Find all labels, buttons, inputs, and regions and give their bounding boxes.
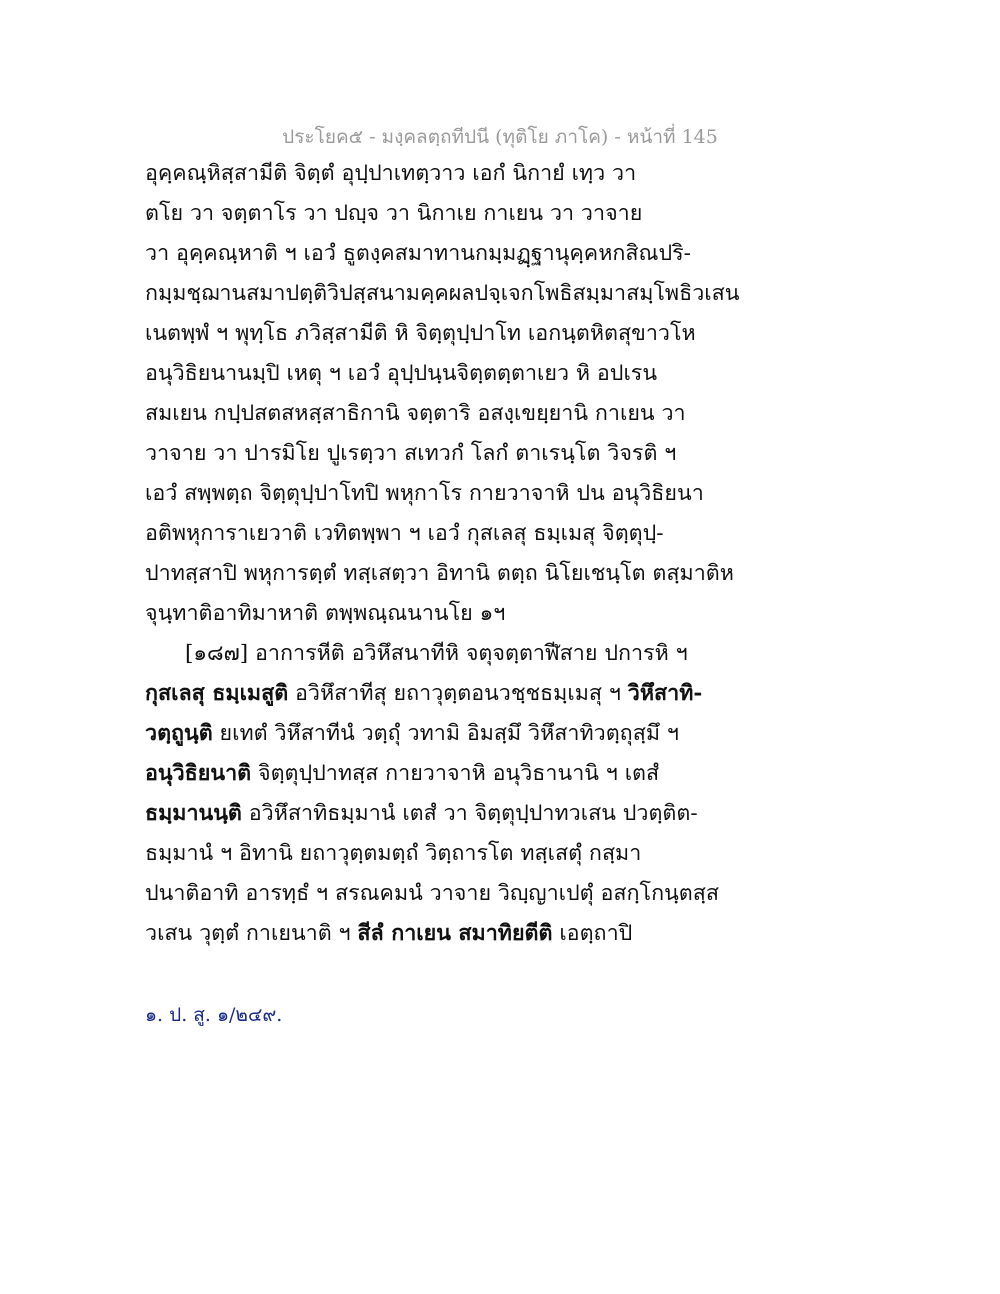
line-segment: เอตฺถาปิ	[552, 921, 633, 946]
footnote	[145, 1000, 282, 1030]
text-line	[145, 398, 865, 438]
text-line	[145, 158, 865, 198]
text-line	[145, 918, 865, 958]
text-line	[145, 278, 865, 318]
bold-term: วิหึสาทิ-	[627, 681, 703, 706]
line-segment: วา อุคฺคณฺหาติ ฯ เอวํ ธูตงฺคสมาทานกมฺมฏฺฐานุคฺคหกสิณปริ-	[145, 241, 691, 266]
text-line	[145, 798, 865, 838]
text-line	[145, 558, 865, 598]
text-line	[145, 598, 865, 638]
line-segment: ธมฺมานํ ฯ อิทานิ ยถาวุตฺตมตฺถํ วิตฺถารโต ทสฺเสตุํ กสฺมา	[145, 841, 642, 866]
bold-term: อนุวิธิยนาติ	[145, 761, 252, 786]
text-line	[145, 758, 865, 798]
text-line	[145, 678, 865, 718]
bold-term: วตฺถูนฺติ	[145, 721, 213, 746]
line-segment: อุคฺคณฺหิสฺสามีติ จิตฺตํ อุปฺปาเทตฺวาว เอกํ นิกายํ เทฺว วา	[145, 161, 637, 186]
line-segment: จิตฺตุปฺปาทสฺส กายวาจาหิ อนุวิธานานิ ฯ เตสํ	[251, 761, 660, 786]
text-line	[145, 238, 865, 278]
body-text	[145, 158, 865, 958]
line-segment: วาจาย วา ปารมิโย ปูเรตฺวา สเทวกํ โลกํ ตาเรนฺโต วิจรติ ฯ	[145, 441, 677, 466]
text-line	[145, 518, 865, 558]
text-line	[145, 438, 865, 478]
line-segment: ตโย วา จตฺตาโร วา ปญฺจ วา นิกาเย กาเยน วา วาจาย	[145, 201, 643, 226]
text-line	[145, 358, 865, 398]
text-line	[145, 318, 865, 358]
line-segment: วเสน วุตฺตํ กาเยนาติ ฯ	[145, 921, 358, 946]
line-segment: อวิหึสาทีสุ ยถาวุตฺตอนวชฺชธมฺเมสุ ฯ	[288, 681, 628, 706]
line-segment: กมฺมชฺฌานสมาปตฺติวิปสฺสนามคฺคผลปจฺเจกโพธิสมฺมาสมฺโพธิวเสน	[145, 281, 740, 306]
text-line	[145, 878, 865, 918]
text-line	[145, 838, 865, 878]
line-segment: อนุวิธิยนานมฺปิ เหตุ ฯ เอวํ อุปฺปนฺนจิตฺตตฺตาเยว หิ อปเรน	[145, 361, 658, 386]
page-header	[0, 122, 1000, 152]
line-segment: ปนาติอาทิ อารทฺธํ ฯ สรณคมนํ วาจาย วิญฺญาเปตุํ อสกฺโกนฺตสฺส	[145, 881, 719, 906]
text-line	[145, 478, 865, 518]
line-segment: อวิหึสาทิธมฺมานํ เตสํ วา จิตฺตุปฺปาทวเสน ปวตฺติต-	[241, 801, 698, 826]
line-segment: เอวํ สพฺพตฺถ จิตฺตุปฺปาโทปิ พหุกาโร กายวาจาหิ ปน อนุวิธิยนา	[145, 481, 704, 506]
line-segment: [๑๘๗] อาการหีติ อวิหึสนาทีหิ จตุจตฺตาฬีสาย ปการหิ ฯ	[185, 641, 688, 666]
text-line	[145, 198, 865, 238]
line-segment: ยเทตํ วิหึสาทีนํ วตฺถุํ วทามิ อิมสฺมึ วิหึสาทิวตฺถุสฺมึ ฯ	[212, 721, 679, 746]
line-segment: ปาทสฺสาปิ พหุการตฺตํ ทสฺเสตฺวา อิทานิ ตตฺถ นิโยเชนฺโต ตสฺมาติห	[145, 561, 734, 586]
bold-term: ธมฺมานนฺติ	[145, 801, 242, 826]
page-header-text: ประโยค๕ - มงฺคลตฺถทีปนี (ทุติโย ภาโค) - หน้าที่ 145	[282, 126, 718, 148]
line-segment: อติพหุการาเยวาติ เวทิตพฺพา ฯ เอวํ กุสเลสุ ธมฺเมสุ จิตฺตุปฺ-	[145, 521, 664, 546]
text-line	[145, 638, 865, 678]
footnote-text: ๑. ป. สู. ๑/๒๔๙.	[145, 1004, 283, 1026]
line-segment: สมเยน กปฺปสตสหสฺสาธิกานิ จตฺตาริ อสงฺเขยฺยานิ กาเยน วา	[145, 401, 686, 426]
bold-term: กุสเลสุ ธมฺเมสูติ	[145, 681, 289, 706]
line-segment: จุนฺทาติอาทิมาหาติ ตพฺพณฺณนานโย ๑ฯ	[145, 601, 506, 626]
line-segment: เนตพฺพํ ฯ พุทฺโธ ภวิสฺสามีติ หิ จิตฺตุปฺปาโท เอกนฺตหิตสุขาวโห	[145, 321, 696, 346]
bold-term: สีลํ กาเยน สมาทิยตีติ	[357, 921, 553, 946]
text-line	[145, 718, 865, 758]
